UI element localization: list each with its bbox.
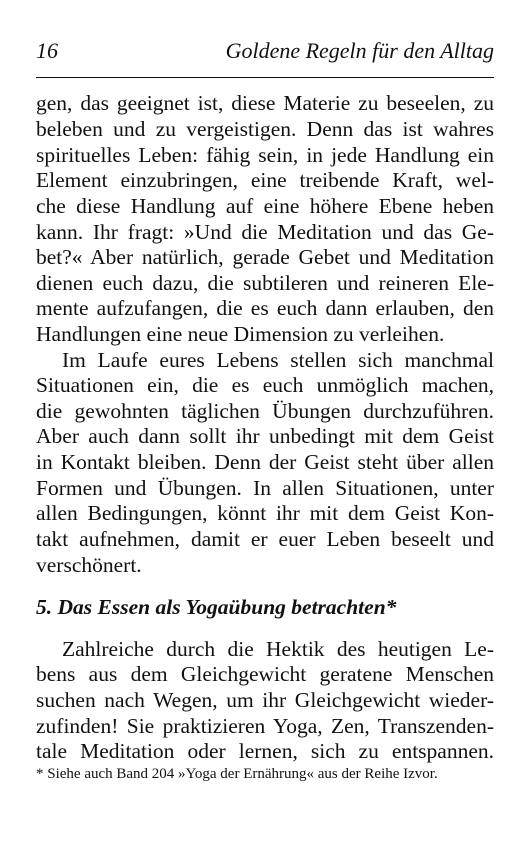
body-line: takt aufnehmen, damit er euer Leben beseelt und: [36, 527, 494, 551]
body-line: Situationen ein, die es euch unmöglich machen,: [36, 373, 494, 397]
header-rule: [36, 77, 494, 78]
body-line: mente aufzufangen, die es euch dann erlauben, den: [36, 296, 494, 320]
body-line: die gewohnten täglichen Übungen durchzuführen.: [36, 399, 494, 423]
body-line: verschönert.: [36, 553, 142, 577]
running-title: Goldene Regeln für den Alltag: [225, 38, 494, 63]
body-line: in Kontakt bleiben. Denn der Geist steht über allen: [36, 450, 494, 474]
body-line: allen Bedingungen, könnt ihr mit dem Geist Kon-: [36, 501, 494, 525]
body-line: bet?« Aber natürlich, gerade Gebet und Meditation: [36, 245, 494, 269]
body-line: zufinden! Sie praktizieren Yoga, Zen, Transzenden-: [36, 714, 494, 738]
body-line: kann. Ihr fragt: »Und die Meditation und das Ge-: [36, 220, 494, 244]
body-line: che diese Handlung auf eine höhere Ebene heben: [36, 194, 494, 218]
body-line: Aber auch dann sollt ihr unbedingt mit dem Geist: [36, 424, 494, 448]
body-line: spirituelles Leben: fähig sein, in jede Handlung ein: [36, 143, 494, 167]
body-line: Zahlreiche durch die Hektik des heutigen Le-: [62, 637, 494, 661]
footnote: * Siehe auch Band 204 »Yoga der Ernährung« aus der Reihe Izvor.: [36, 766, 438, 782]
body-line: beleben und zu vergeistigen. Denn das ist wahres: [36, 117, 494, 141]
body-line: Element einzubringen, eine treibende Kraft, wel-: [36, 168, 494, 192]
body-line: Handlungen eine neue Dimension zu verleihen.: [36, 322, 445, 346]
body-line: Formen und Übungen. In allen Situationen, unter: [36, 476, 494, 500]
body-line: Im Laufe eures Lebens stellen sich manchmal: [62, 348, 494, 372]
body-line: dienen euch dazu, die subtileren und reineren Ele-: [36, 271, 494, 295]
body-line: bens aus dem Gleichgewicht geratene Menschen: [36, 662, 494, 686]
body-line: suchen nach Wegen, um ihr Gleichgewicht wieder-: [36, 688, 494, 712]
body-line: gen, das geeignet ist, diese Materie zu beseelen, zu: [36, 91, 494, 115]
page-number: 16: [36, 38, 58, 63]
body-line: tale Meditation oder lernen, sich zu entspannen.: [36, 739, 494, 763]
section-heading: 5. Das Essen als Yogaübung betrachten*: [36, 595, 397, 619]
